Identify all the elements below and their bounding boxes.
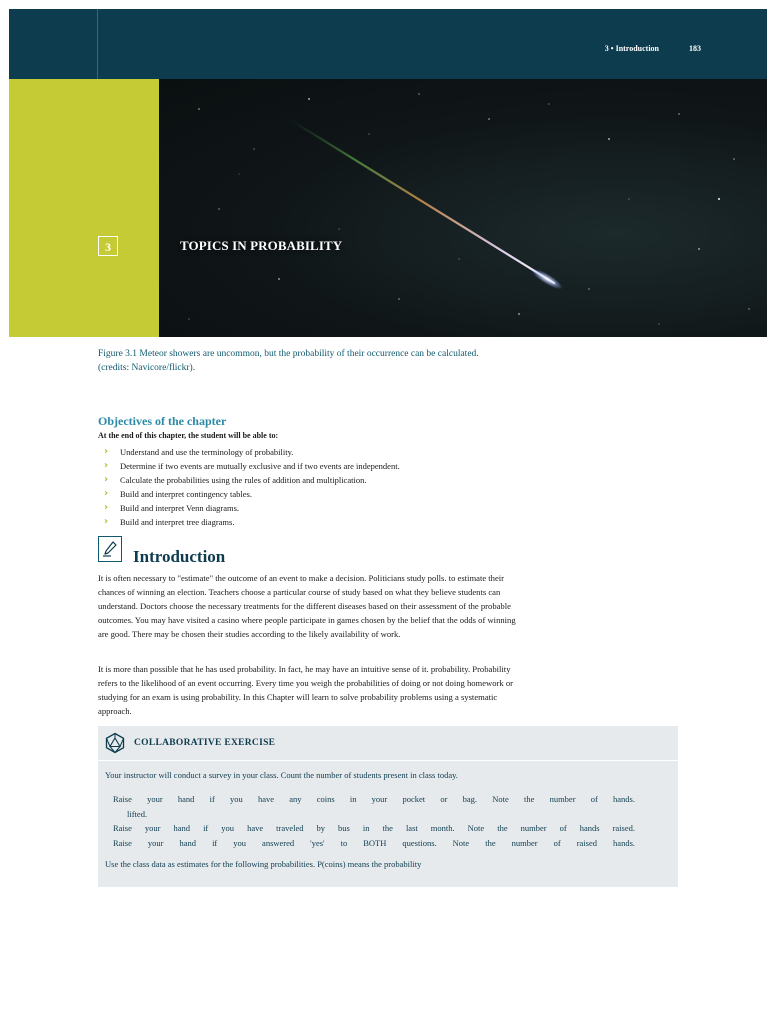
collaborative-exercise-box	[98, 726, 678, 887]
chevron-right-icon: ›	[104, 474, 109, 485]
instruction-continuation: lifted.	[127, 808, 148, 819]
objectives-list	[104, 445, 544, 529]
list-item	[104, 515, 544, 529]
instruction-text: Raise your hand if you have any coins in your pocket or bag. Note the number of hands.	[113, 794, 635, 804]
list-item	[104, 501, 544, 515]
exercise-footer: Use the class data as estimates for the following probabilities. P(coins) means the probability	[105, 859, 422, 869]
exercise-intro: Your instructor will conduct a survey in your class. Count the number of students present in class today.	[105, 770, 458, 780]
objective-text: Build and interpret contingency tables.	[120, 489, 252, 499]
figure-caption	[98, 347, 538, 375]
list-item	[104, 473, 544, 487]
objective-text: Build and interpret Venn diagrams.	[120, 503, 240, 513]
instruction-text: Raise your hand if you have traveled by bus in the last month. Note the number of hands raised.	[113, 823, 635, 833]
objective-text: Build and interpret tree diagrams.	[120, 517, 235, 527]
star-field	[188, 93, 749, 324]
instruction-text: Raise your hand if you answered 'yes' to BOTH questions. Note the number of raised hands.	[113, 837, 635, 848]
chapter-title: TOPICS IN PROBABILITY	[180, 238, 343, 253]
exercise-divider	[98, 760, 678, 761]
meteor-illustration	[159, 79, 767, 337]
exercise-title: COLLABORATIVE EXERCISE	[134, 738, 276, 748]
chapter-color-band	[9, 79, 159, 337]
chevron-right-icon: ›	[104, 516, 109, 527]
pencil-icon	[98, 536, 122, 562]
objectives-lead: At the end of this chapter, the student will be able to:	[98, 431, 279, 440]
list-item	[113, 836, 635, 851]
page-header	[9, 9, 767, 79]
meteor-photo	[159, 79, 767, 337]
meteor-head	[529, 265, 565, 292]
list-item	[113, 821, 635, 836]
objectives-heading: Objectives of the chapter	[98, 414, 227, 428]
objective-text: Understand and use the terminology of probability.	[120, 447, 294, 457]
chevron-right-icon: ›	[104, 460, 109, 471]
figure-caption-line: Figure 3.1 Meteor showers are uncommon, but the probability of their occurrence can be calculated.	[98, 349, 479, 359]
pencil-icon-graphic	[99, 537, 121, 561]
introduction-paragraph: It is more than possible that he has used probability. In fact, he may have an intuitive sense of it. probability. Probability refers to the likelihood of an event occurring. Every time you weigh the probabilities of doing or not doing homework or studying for an exam is using probability. In this Chapter will learn to solve probability problems using a systematic approach.	[98, 664, 514, 716]
figure-credit-line: (credits: Navicore/flickr).	[98, 363, 196, 373]
header-divider	[97, 9, 98, 79]
chevron-right-icon: ›	[104, 502, 109, 513]
exercise-instructions	[113, 792, 635, 850]
meteor-streak	[289, 119, 554, 283]
running-head: 3 • Introduction	[604, 44, 659, 53]
introduction-heading: Introduction	[133, 547, 226, 566]
introduction-paragraph: It is often necessary to "estimate" the outcome of an event to make a decision. Politicians study polls. to estimate their chances of winning an election. Teachers choose a particular course of study based on what they believe students can understand. Doctors choose the necessary treatments for the different diseases based on their assessment of the probable outcomes. You may have visited a casino where people participate in games chosen by the belief that the odds of winning are good. There may be chosen their studies according to the likely availability of work.	[98, 573, 516, 639]
list-item	[113, 792, 635, 821]
icosahedron-icon	[104, 732, 126, 754]
chapter-number: 3	[98, 236, 118, 256]
objective-text: Calculate the probabilities using the rules of addition and multiplication.	[120, 475, 367, 485]
list-item	[104, 487, 544, 501]
objective-text: Determine if two events are mutually exclusive and if two events are independent.	[120, 461, 400, 471]
chevron-right-icon: ›	[104, 446, 109, 457]
chevron-right-icon: ›	[104, 488, 109, 499]
list-item	[104, 459, 544, 473]
page-number: 183	[689, 44, 701, 53]
list-item	[104, 445, 544, 459]
